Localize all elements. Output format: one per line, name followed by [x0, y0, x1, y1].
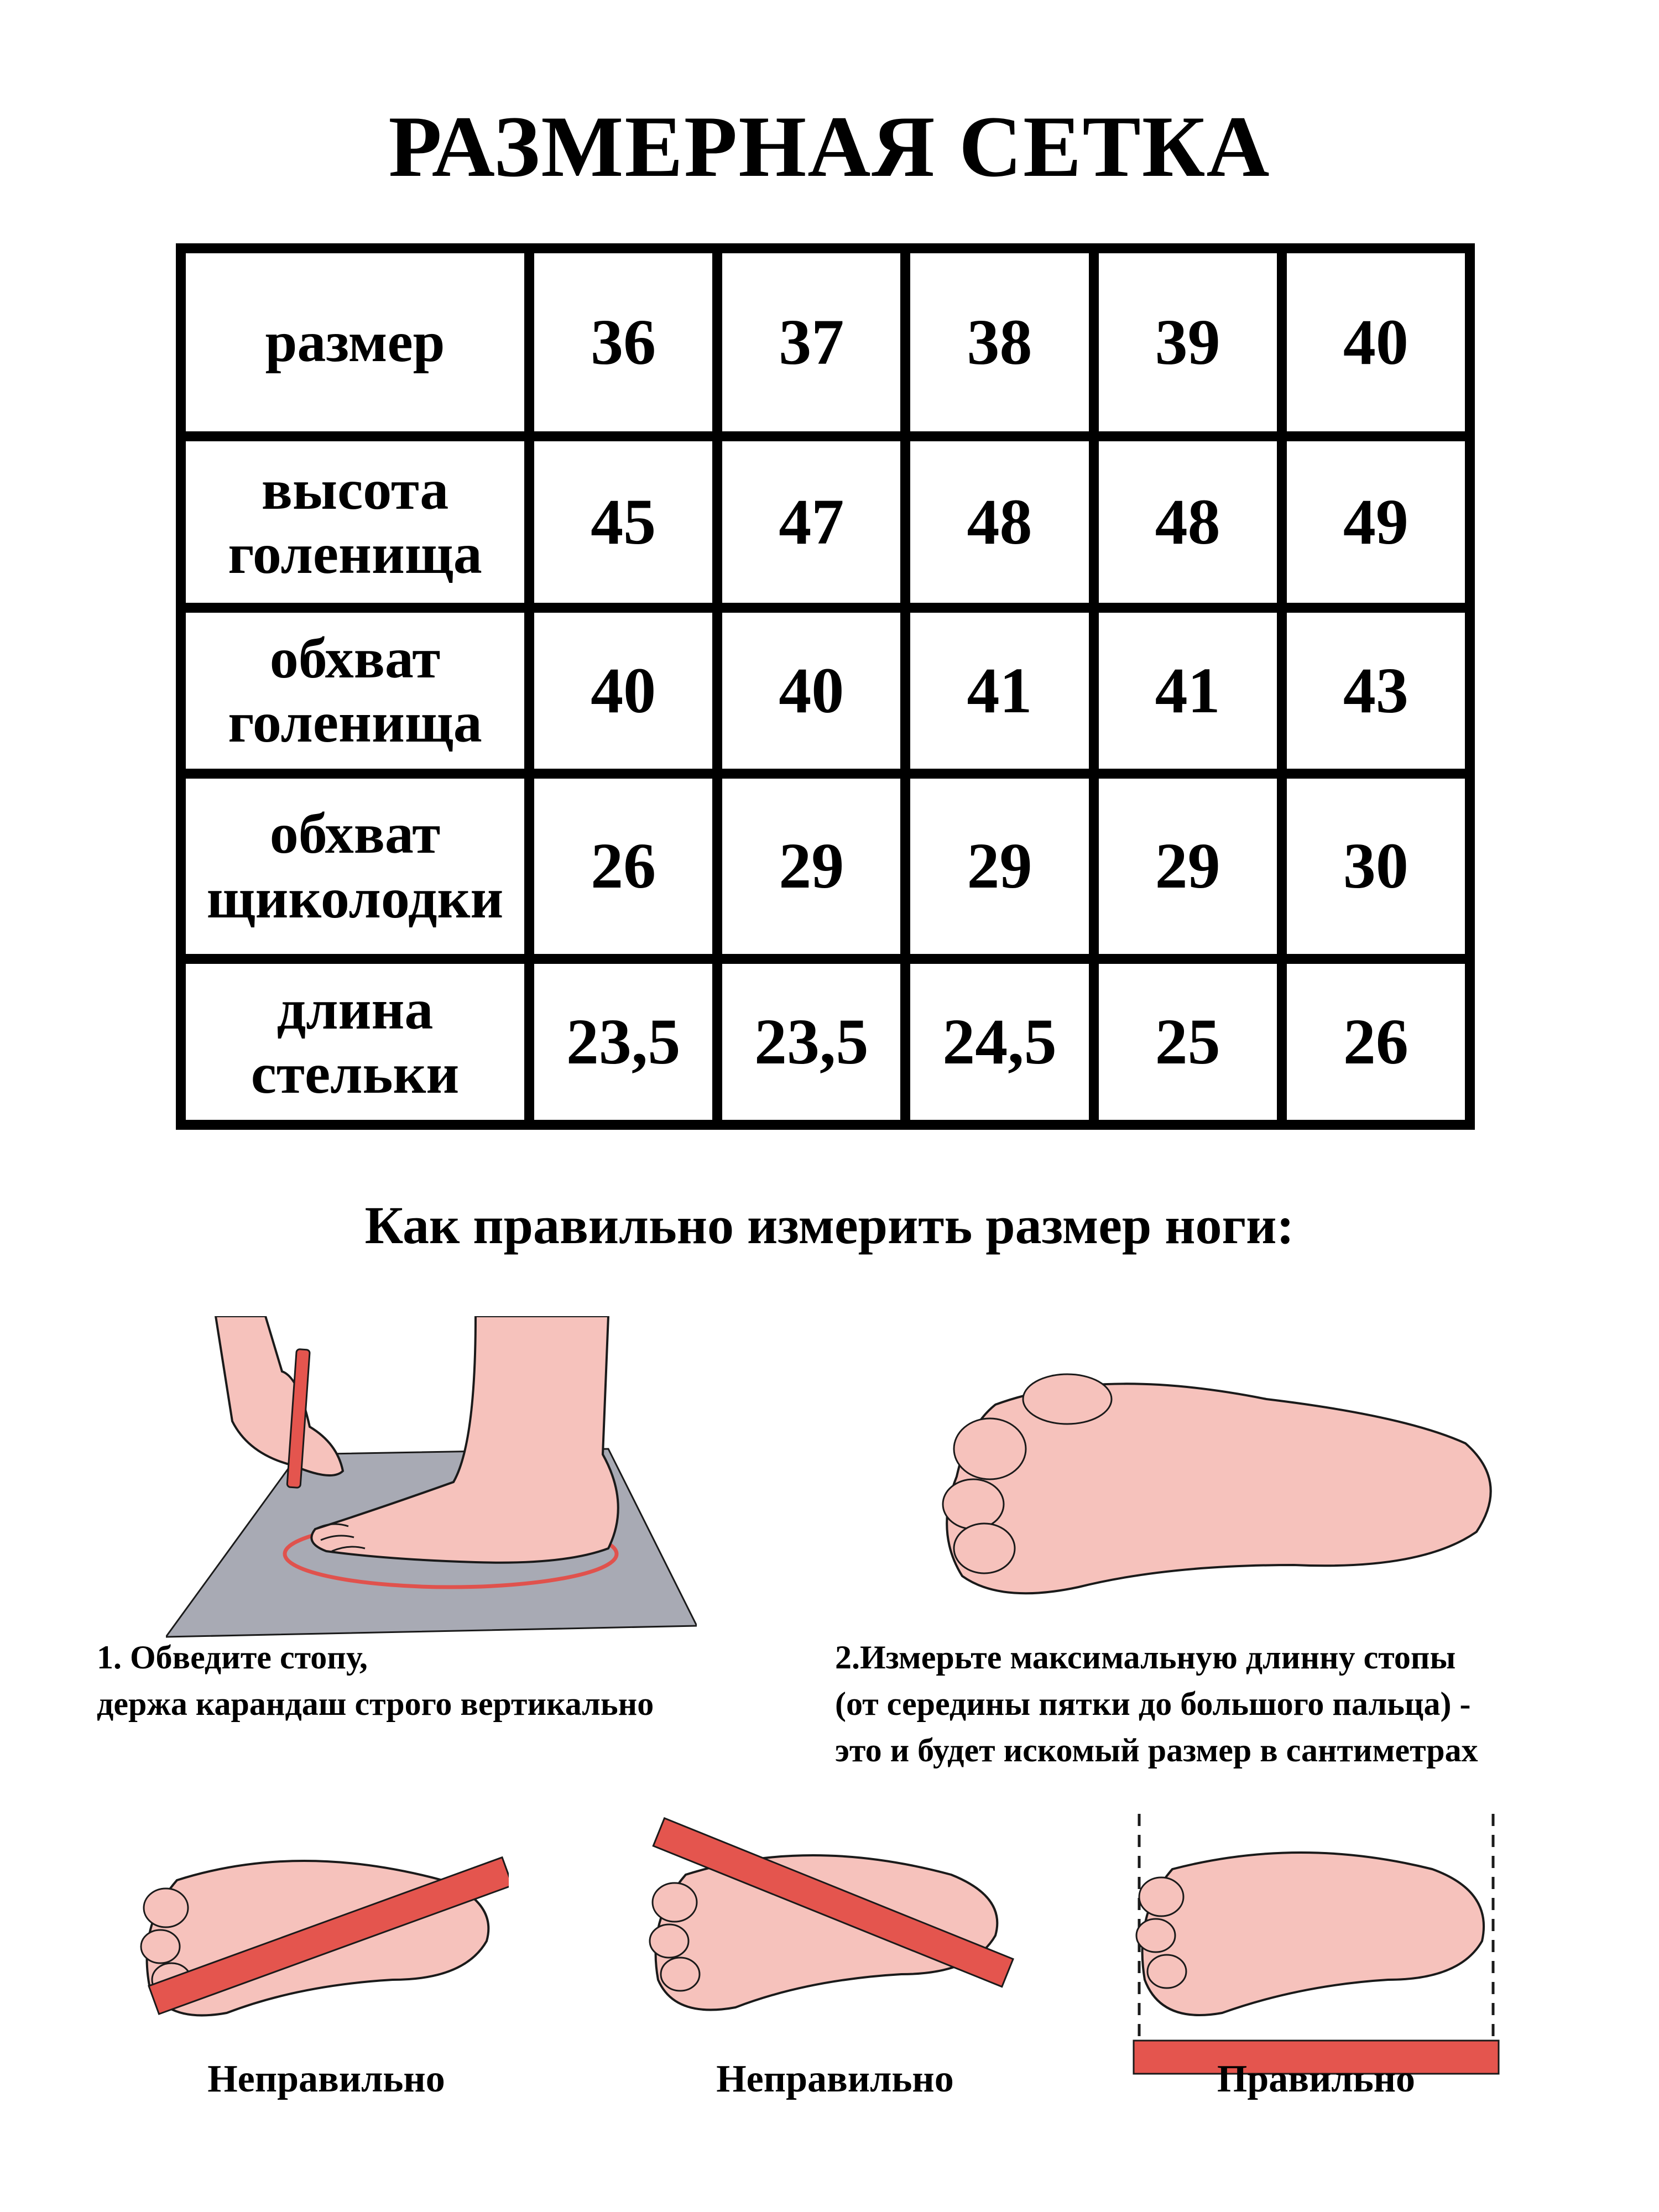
table-cell: 29 [717, 774, 905, 959]
table-cell: 30 [1282, 774, 1470, 959]
table-cell: 40 [717, 608, 905, 774]
foot-sole-illustration [935, 1366, 1510, 1604]
table-cell: 47 [717, 436, 905, 608]
example-1-label: Неправильно [207, 2058, 445, 2100]
step-2-line-3: это и будет искомый размер в сантиметрах [835, 1732, 1478, 1768]
example-2-label: Неправильно [716, 2058, 954, 2100]
toe [141, 1930, 180, 1963]
row-label: размер [181, 248, 529, 436]
table-row [181, 774, 1470, 959]
table-cell: 41 [1094, 608, 1282, 774]
table-cell: 48 [1094, 436, 1282, 608]
step-2-line-2: (от середины пятки до большого пальца) - [835, 1686, 1471, 1722]
table-cell: 36 [529, 248, 717, 436]
table-row [181, 959, 1470, 1125]
toe [1139, 1877, 1183, 1916]
foot-sole [1142, 1853, 1484, 2015]
page-title: РАЗМЕРНАЯ СЕТКА [388, 98, 1271, 195]
table-cell: 26 [1282, 959, 1470, 1125]
table-cell: 24,5 [905, 959, 1093, 1125]
step-2-line-1: 2.Измерьте максимальную длинну стопы [835, 1639, 1456, 1676]
toe [144, 1888, 188, 1927]
wrong-measure-1-illustration [133, 1814, 509, 2068]
row-label: обхват щиколодки [181, 774, 529, 959]
toe [653, 1883, 697, 1922]
hand [216, 1316, 343, 1475]
foot-tracing-illustration [166, 1316, 697, 1648]
step-2-caption [835, 1634, 1642, 1773]
leg-and-foot [311, 1316, 618, 1563]
step-1-line-2: держа карандаш строго вертикально [97, 1686, 654, 1722]
example-3-label: Правильно [1217, 2058, 1416, 2100]
toe-3 [954, 1524, 1015, 1573]
toe [1136, 1919, 1175, 1952]
table-row [181, 608, 1470, 774]
toe [661, 1958, 700, 1991]
section-subtitle: Как правильно измерить размер ноги: [364, 1196, 1295, 1255]
toe-4 [1023, 1374, 1112, 1424]
table-row [181, 248, 1470, 436]
size-table [176, 243, 1475, 1130]
table-cell: 23,5 [529, 959, 717, 1125]
step-1-line-1: 1. Обведите стопу, [97, 1639, 368, 1676]
toe-2 [943, 1479, 1004, 1529]
table-cell: 29 [1094, 774, 1282, 959]
table-cell: 43 [1282, 608, 1470, 774]
table-cell: 40 [529, 608, 717, 774]
table-cell: 40 [1282, 248, 1470, 436]
table-cell: 26 [529, 774, 717, 959]
row-label: длина стельки [181, 959, 529, 1125]
table-cell: 49 [1282, 436, 1470, 608]
table-cell: 41 [905, 608, 1093, 774]
table-cell: 38 [905, 248, 1093, 436]
correct-measure-illustration [1123, 1814, 1510, 2090]
table-cell: 23,5 [717, 959, 905, 1125]
toe [1147, 1955, 1186, 1988]
table-row [181, 436, 1470, 608]
foot-sole [947, 1384, 1490, 1593]
table-cell: 45 [529, 436, 717, 608]
toe [650, 1924, 688, 1958]
table-cell: 25 [1094, 959, 1282, 1125]
table-cell: 39 [1094, 248, 1282, 436]
table-cell: 48 [905, 436, 1093, 608]
row-label: обхват голенища [181, 608, 529, 774]
row-label: высота голенища [181, 436, 529, 608]
toe-1 [954, 1418, 1026, 1479]
table-cell: 29 [905, 774, 1093, 959]
step-1-caption [97, 1634, 788, 1727]
wrong-measure-2-illustration [641, 1797, 1018, 2052]
table-cell: 37 [717, 248, 905, 436]
